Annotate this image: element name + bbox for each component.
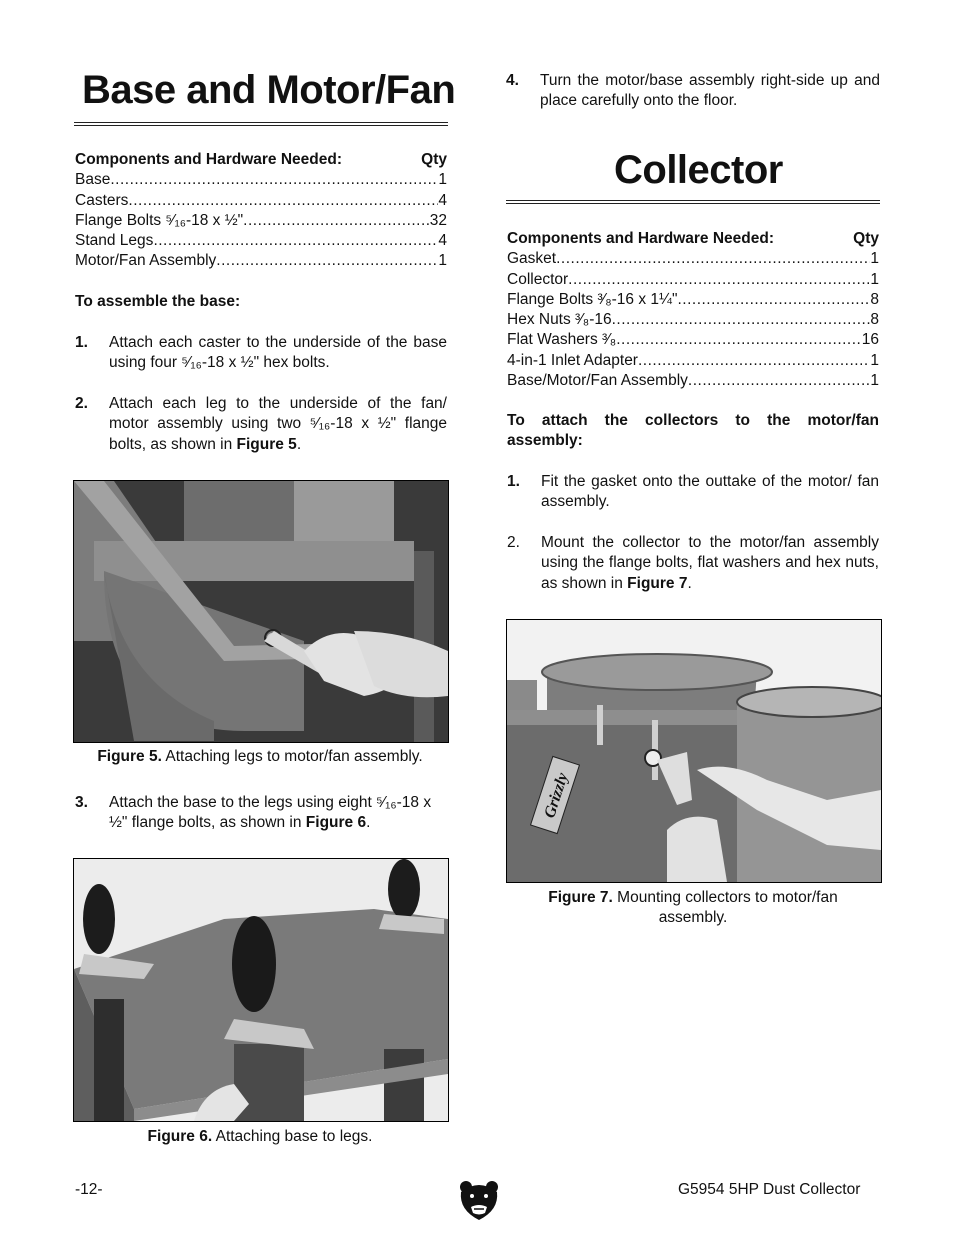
list-item: Gasket ..... 1 — [507, 249, 879, 269]
list-item: Base ..... 1 — [75, 170, 447, 190]
attach-collectors-heading: To attach the collectors to the motor/fan assembly: — [507, 412, 879, 449]
figure-7-caption: Figure 7. Mounting collectors to motor/fan assembly. — [548, 889, 838, 926]
list-item: Flange Bolts ³⁄₈-16 x 1¼" ..... 8 — [507, 290, 879, 310]
list-item: Motor/Fan Assembly ..... 1 — [75, 251, 447, 271]
list-item: Stand Legs ..... 4 — [75, 231, 447, 251]
list-item: Base/Motor/Fan Assembly ..... 1 — [507, 371, 879, 391]
components-list-base — [75, 150, 447, 272]
page-number: -12- — [75, 1181, 103, 1198]
figure-5-caption: Figure 5. Attaching legs to motor/fan assembly. — [97, 748, 423, 765]
figure-7-photo — [506, 619, 882, 883]
left-step-1: 1. Attach each caster to the underside of the base using four ⁵⁄₁₆-18 x ½" hex bolts. — [75, 334, 447, 372]
title-divider — [506, 200, 880, 204]
list-item: Collector ..... 1 — [507, 270, 879, 290]
left-step-2: 2. Attach each leg to the underside of the fan/ motor assembly using two ⁵⁄₁₆-18 x ½" flange bolts, as shown in Figure 5. — [75, 395, 447, 453]
title-divider — [74, 122, 448, 126]
right-step-1: 1. Fit the gasket onto the outtake of the motor/ fan assembly. — [507, 473, 879, 511]
figure-6-photo — [73, 858, 449, 1122]
page-title-collector: Collector — [614, 148, 783, 192]
svg-text:Grizzly: Grizzly — [541, 770, 572, 821]
figure-5-photo — [73, 480, 449, 743]
bear-logo-icon — [457, 1178, 501, 1222]
components-list-collector — [507, 229, 879, 391]
list-item: Flat Washers ³⁄₈ ..... 16 — [507, 330, 879, 350]
list-item: 4-in-1 Inlet Adapter ..... 1 — [507, 351, 879, 371]
right-step-4: 4. Turn the motor/base assembly right-side up and place carefully onto the floor. — [506, 72, 880, 110]
right-step-2: 2. Mount the collector to the motor/fan assembly using the flange bolts, flat washers and hex nuts, as shown in Figure 7. — [507, 534, 879, 592]
assemble-base-heading: To assemble the base: — [75, 293, 241, 310]
model-name: G5954 5HP Dust Collector — [678, 1181, 861, 1198]
list-item: Hex Nuts ³⁄₈-16 ..... 8 — [507, 310, 879, 330]
components-header: Components and Hardware Needed: Qty — [75, 151, 447, 168]
list-item: Flange Bolts ⁵⁄₁₆-18 x ½" ..... 32 — [75, 211, 447, 231]
left-step-3: 3. Attach the base to the legs using eight ⁵⁄₁₆-18 x ½" flange bolts, as shown in Figure 6. — [75, 794, 432, 832]
page-title-base-motor-fan: Base and Motor/Fan — [82, 68, 456, 112]
components-header: Components and Hardware Needed: Qty — [507, 230, 879, 247]
list-item: Casters ..... 4 — [75, 191, 447, 211]
figure-6-caption: Figure 6. Attaching base to legs. — [147, 1128, 373, 1145]
